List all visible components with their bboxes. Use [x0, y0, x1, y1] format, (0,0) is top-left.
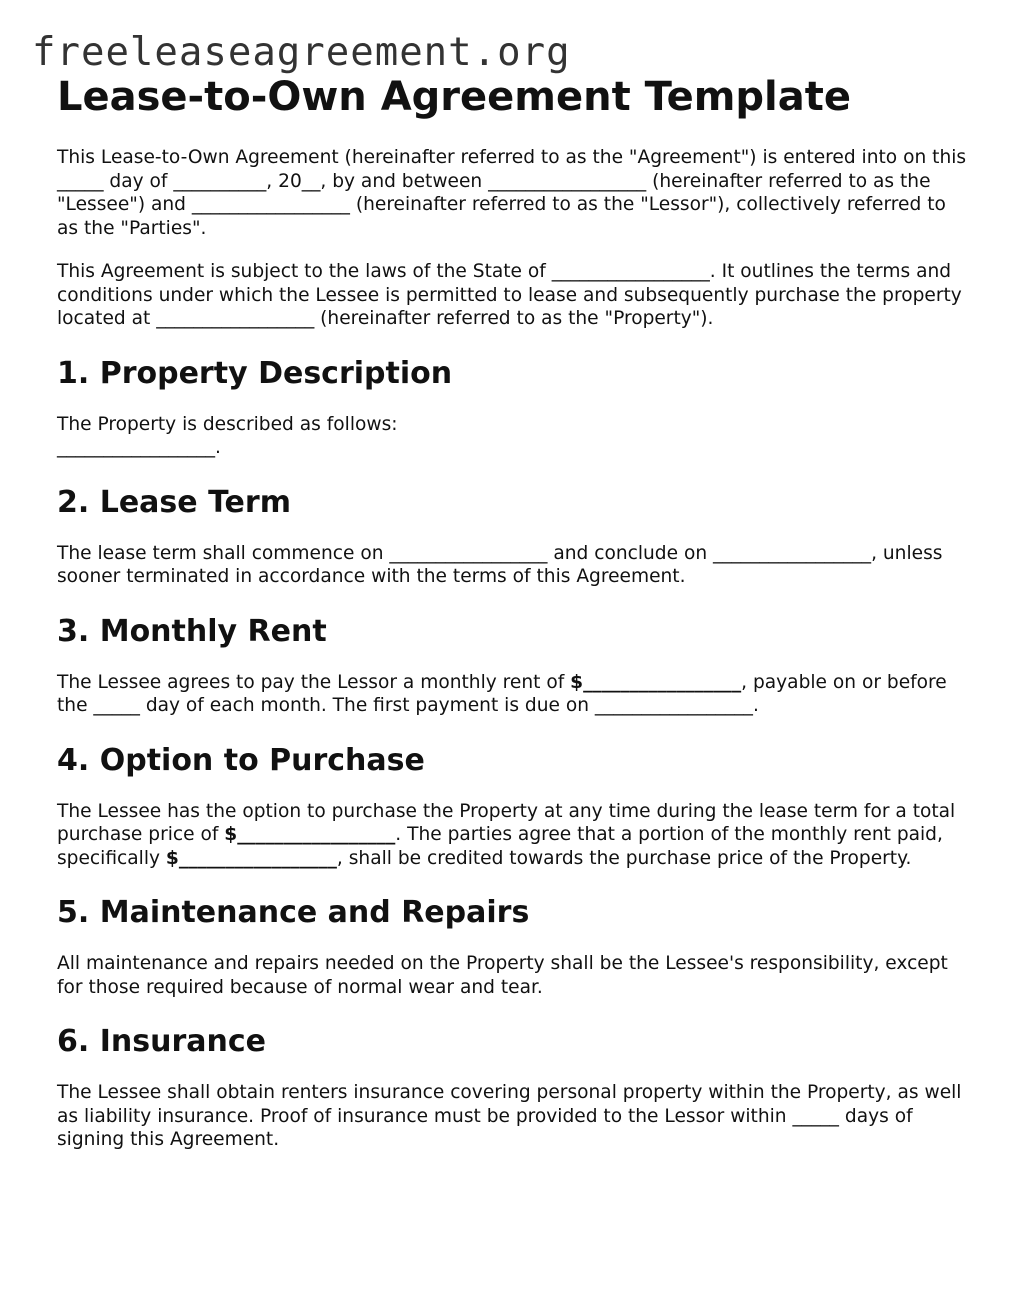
text-run: . The parties agree that a portion of the monthly rent paid, specifically	[57, 824, 943, 869]
section-text-line: The Property is described as follows:	[57, 413, 398, 435]
section-heading: 4. Option to Purchase	[57, 742, 425, 778]
section-heading: 6. Insurance	[57, 1024, 266, 1059]
rent-credit-blank: $_________________	[165, 847, 337, 869]
section-maintenance-repairs	[57, 894, 972, 999]
intro-paragraph: This Lease-to-Own Agreement (hereinafter referred to as the "Agreement") is entered into on this _____ day of __________, 20__, by and between _________________ (hereinafter referred to as the "Lessee") and _________________ (hereinafter referred to as the "Lessor"), collectively referred to as the "Parties".	[57, 147, 967, 239]
section-monthly-rent	[57, 613, 972, 718]
site-watermark: freeleaseagreement.org	[32, 30, 571, 75]
section-text	[57, 671, 972, 718]
section-option-to-purchase	[57, 742, 972, 871]
section-insurance	[57, 1023, 972, 1152]
property-description-blank: _________________.	[57, 437, 221, 458]
section-heading: 5. Maintenance and Repairs	[57, 895, 530, 930]
section-heading: 1. Property Description	[57, 355, 453, 391]
document-title: Lease-to-Own Agreement Template	[57, 74, 851, 120]
section-lease-term	[57, 484, 972, 589]
governing-law-paragraph: This Agreement is subject to the laws of the State of _________________. It outlines the terms and conditions under which the Lessee is permitted to lease and subsequently purchase the property located at _________________ (hereinafter referred to as the "Property").	[57, 261, 962, 329]
section-text: The lease term shall commence on _________________ and conclude on _________________, unless sooner terminated in accordance with the terms of this Agreement.	[57, 542, 943, 587]
section-heading: 3. Monthly Rent	[57, 613, 327, 649]
text-run: The Lessee agrees to pay the Lessor a monthly rent of	[57, 671, 571, 693]
document-body	[57, 72, 972, 1152]
section-text	[57, 413, 972, 460]
text-run: , payable on or before the _____ day of each month. The first payment is due on _________________.	[57, 671, 947, 716]
section-text: The Lessee shall obtain renters insurance covering personal property within the Property, as well as liability insurance. Proof of insurance must be provided to the Lessor within _____ days of signing this Agreement.	[57, 1082, 962, 1150]
purchase-price-blank: $_________________	[224, 824, 396, 845]
section-text: All maintenance and repairs needed on the Property shall be the Lessee's responsibility, except for those required because of normal wear and tear.	[57, 953, 948, 998]
text-run: The Lessee has the option to purchase the Property at any time during the lease term for a total purchase price of	[57, 800, 956, 845]
section-property-description	[57, 355, 972, 460]
text-run: , shall be credited towards the purchase price of the Property.	[336, 847, 912, 869]
rent-amount-blank: $_________________	[570, 671, 742, 693]
section-heading: 2. Lease Term	[57, 484, 291, 520]
section-text	[57, 800, 972, 871]
